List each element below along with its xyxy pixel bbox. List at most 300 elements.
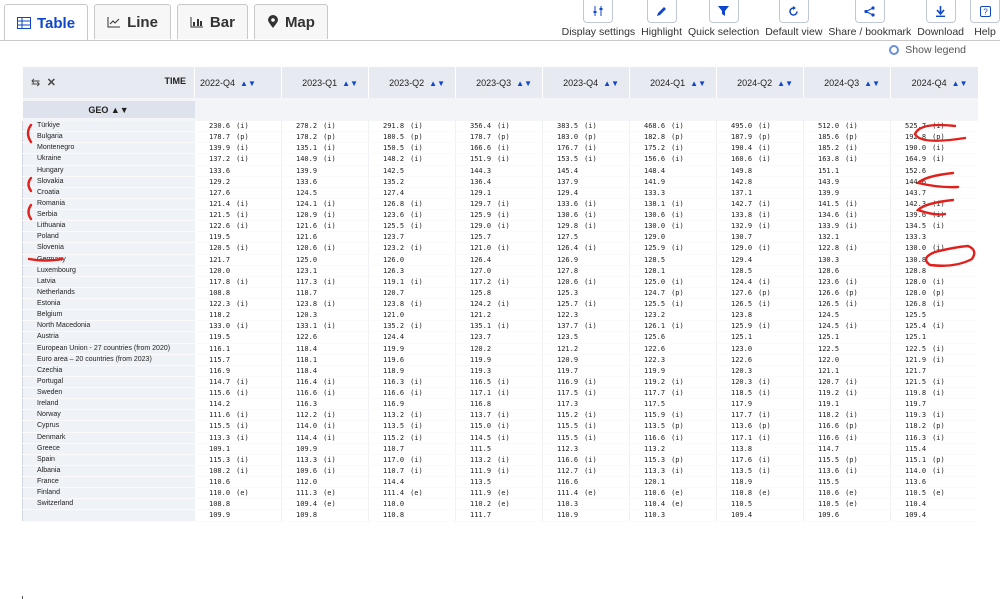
data-cell[interactable] xyxy=(804,477,891,488)
data-cell[interactable] xyxy=(456,510,543,521)
data-cell[interactable] xyxy=(195,254,282,265)
data-cell[interactable] xyxy=(195,432,282,443)
data-cell[interactable] xyxy=(456,165,543,176)
highlight-button[interactable] xyxy=(641,0,682,40)
data-cell[interactable] xyxy=(804,432,891,443)
data-cell[interactable] xyxy=(804,399,891,410)
data-cell[interactable] xyxy=(717,187,804,198)
quick-selection-button[interactable] xyxy=(688,0,759,40)
data-cell[interactable] xyxy=(195,354,282,365)
geo-header[interactable] xyxy=(23,101,195,118)
data-cell[interactable] xyxy=(456,321,543,332)
data-cell[interactable] xyxy=(630,454,717,465)
data-cell[interactable] xyxy=(456,488,543,499)
country-name[interactable]: Cyprus xyxy=(23,421,195,432)
data-cell[interactable] xyxy=(630,165,717,176)
data-cell[interactable] xyxy=(630,198,717,209)
data-cell[interactable] xyxy=(282,154,369,165)
data-cell[interactable] xyxy=(891,221,978,232)
tab-map[interactable] xyxy=(254,4,328,39)
data-cell[interactable] xyxy=(543,443,630,454)
data-cell[interactable] xyxy=(543,154,630,165)
data-cell[interactable] xyxy=(282,376,369,387)
data-cell[interactable] xyxy=(456,399,543,410)
data-cell[interactable] xyxy=(282,165,369,176)
data-cell[interactable] xyxy=(195,232,282,243)
data-cell[interactable] xyxy=(369,399,456,410)
data-cell[interactable] xyxy=(369,310,456,321)
data-cell[interactable] xyxy=(717,276,804,287)
data-cell[interactable] xyxy=(456,421,543,432)
data-cell[interactable] xyxy=(543,365,630,376)
data-cell[interactable] xyxy=(282,232,369,243)
data-cell[interactable] xyxy=(195,198,282,209)
data-cell[interactable] xyxy=(717,321,804,332)
country-name[interactable]: Spain xyxy=(23,454,195,465)
data-cell[interactable] xyxy=(717,443,804,454)
data-cell[interactable] xyxy=(891,465,978,476)
data-cell[interactable] xyxy=(456,121,543,132)
data-cell[interactable] xyxy=(630,421,717,432)
data-cell[interactable] xyxy=(543,399,630,410)
data-cell[interactable] xyxy=(195,165,282,176)
country-name[interactable]: Poland xyxy=(23,232,195,243)
data-cell[interactable] xyxy=(891,287,978,298)
data-cell[interactable] xyxy=(630,176,717,187)
data-cell[interactable] xyxy=(804,465,891,476)
data-cell[interactable] xyxy=(543,432,630,443)
data-cell[interactable] xyxy=(804,143,891,154)
data-cell[interactable] xyxy=(543,510,630,521)
data-cell[interactable] xyxy=(195,421,282,432)
data-cell[interactable] xyxy=(891,454,978,465)
data-cell[interactable] xyxy=(543,488,630,499)
data-cell[interactable] xyxy=(195,443,282,454)
data-cell[interactable] xyxy=(717,121,804,132)
data-cell[interactable] xyxy=(195,265,282,276)
data-cell[interactable] xyxy=(456,332,543,343)
data-cell[interactable] xyxy=(282,243,369,254)
data-cell[interactable] xyxy=(630,310,717,321)
data-cell[interactable] xyxy=(717,232,804,243)
data-cell[interactable] xyxy=(282,454,369,465)
share-bookmark-button[interactable] xyxy=(828,0,911,40)
data-cell[interactable] xyxy=(804,198,891,209)
data-cell[interactable] xyxy=(369,187,456,198)
data-cell[interactable] xyxy=(630,354,717,365)
data-cell[interactable] xyxy=(630,477,717,488)
data-cell[interactable] xyxy=(891,321,978,332)
data-cell[interactable] xyxy=(717,454,804,465)
data-cell[interactable] xyxy=(891,276,978,287)
data-cell[interactable] xyxy=(543,265,630,276)
data-cell[interactable] xyxy=(891,477,978,488)
data-cell[interactable] xyxy=(891,176,978,187)
data-cell[interactable] xyxy=(891,499,978,510)
data-cell[interactable] xyxy=(543,465,630,476)
data-cell[interactable] xyxy=(456,176,543,187)
data-cell[interactable] xyxy=(891,132,978,143)
data-cell[interactable] xyxy=(369,243,456,254)
data-cell[interactable] xyxy=(369,332,456,343)
data-cell[interactable] xyxy=(195,176,282,187)
data-cell[interactable] xyxy=(195,132,282,143)
data-cell[interactable] xyxy=(282,488,369,499)
data-cell[interactable] xyxy=(630,510,717,521)
data-cell[interactable] xyxy=(369,232,456,243)
data-cell[interactable] xyxy=(630,343,717,354)
data-cell[interactable] xyxy=(543,343,630,354)
data-cell[interactable] xyxy=(282,143,369,154)
data-cell[interactable] xyxy=(543,477,630,488)
display-settings-button[interactable] xyxy=(562,0,636,40)
country-name[interactable]: Czechia xyxy=(23,365,195,376)
data-cell[interactable] xyxy=(195,221,282,232)
swap-axes-icon[interactable]: ⇆ xyxy=(31,77,41,89)
sort-icon[interactable]: ▲▼ xyxy=(603,78,619,88)
data-cell[interactable] xyxy=(804,376,891,387)
data-cell[interactable] xyxy=(369,410,456,421)
data-cell[interactable] xyxy=(195,154,282,165)
country-name[interactable]: France xyxy=(23,477,195,488)
data-cell[interactable] xyxy=(543,321,630,332)
data-cell[interactable] xyxy=(804,421,891,432)
data-cell[interactable] xyxy=(717,221,804,232)
data-cell[interactable] xyxy=(717,477,804,488)
data-cell[interactable] xyxy=(891,299,978,310)
data-cell[interactable] xyxy=(456,499,543,510)
data-cell[interactable] xyxy=(543,198,630,209)
data-cell[interactable] xyxy=(456,454,543,465)
period-header[interactable] xyxy=(543,67,630,98)
data-cell[interactable] xyxy=(195,399,282,410)
data-cell[interactable] xyxy=(369,198,456,209)
data-cell[interactable] xyxy=(891,443,978,454)
sort-icon[interactable]: ▲▼ xyxy=(240,78,256,88)
data-cell[interactable] xyxy=(717,388,804,399)
data-cell[interactable] xyxy=(456,410,543,421)
data-cell[interactable] xyxy=(456,465,543,476)
data-cell[interactable] xyxy=(282,310,369,321)
data-cell[interactable] xyxy=(282,276,369,287)
period-header[interactable] xyxy=(891,67,978,98)
data-cell[interactable] xyxy=(456,432,543,443)
data-cell[interactable] xyxy=(369,443,456,454)
data-cell[interactable] xyxy=(369,221,456,232)
data-cell[interactable] xyxy=(456,210,543,221)
data-cell[interactable] xyxy=(282,254,369,265)
data-cell[interactable] xyxy=(717,143,804,154)
data-cell[interactable] xyxy=(804,243,891,254)
data-cell[interactable] xyxy=(282,221,369,232)
data-cell[interactable] xyxy=(630,332,717,343)
data-cell[interactable] xyxy=(804,488,891,499)
data-cell[interactable] xyxy=(630,132,717,143)
data-cell[interactable] xyxy=(456,265,543,276)
data-cell[interactable] xyxy=(456,376,543,387)
data-cell[interactable] xyxy=(543,421,630,432)
data-cell[interactable] xyxy=(543,276,630,287)
data-cell[interactable] xyxy=(630,254,717,265)
data-cell[interactable] xyxy=(630,365,717,376)
data-cell[interactable] xyxy=(891,254,978,265)
data-cell[interactable] xyxy=(630,221,717,232)
data-cell[interactable] xyxy=(369,143,456,154)
data-cell[interactable] xyxy=(543,354,630,365)
data-cell[interactable] xyxy=(456,299,543,310)
data-cell[interactable] xyxy=(891,198,978,209)
period-header[interactable] xyxy=(456,67,543,98)
country-name[interactable]: Montenegro xyxy=(23,143,195,154)
country-name[interactable]: Austria xyxy=(23,332,195,343)
data-cell[interactable] xyxy=(543,388,630,399)
data-cell[interactable] xyxy=(369,421,456,432)
data-cell[interactable] xyxy=(456,443,543,454)
data-cell[interactable] xyxy=(804,388,891,399)
country-name[interactable]: Luxembourg xyxy=(23,265,195,276)
data-cell[interactable] xyxy=(717,265,804,276)
data-cell[interactable] xyxy=(804,276,891,287)
data-cell[interactable] xyxy=(543,332,630,343)
data-cell[interactable] xyxy=(195,499,282,510)
data-cell[interactable] xyxy=(543,165,630,176)
data-cell[interactable] xyxy=(543,121,630,132)
country-name[interactable]: Netherlands xyxy=(23,287,195,298)
show-legend-button[interactable] xyxy=(889,44,966,56)
country-name[interactable]: Ireland xyxy=(23,399,195,410)
data-cell[interactable] xyxy=(804,310,891,321)
data-cell[interactable] xyxy=(195,332,282,343)
data-cell[interactable] xyxy=(456,276,543,287)
data-cell[interactable] xyxy=(717,176,804,187)
data-cell[interactable] xyxy=(717,287,804,298)
data-cell[interactable] xyxy=(456,254,543,265)
country-name[interactable]: North Macedonia xyxy=(23,321,195,332)
data-cell[interactable] xyxy=(804,165,891,176)
data-cell[interactable] xyxy=(804,176,891,187)
data-cell[interactable] xyxy=(891,354,978,365)
data-cell[interactable] xyxy=(543,376,630,387)
data-cell[interactable] xyxy=(369,210,456,221)
data-cell[interactable] xyxy=(369,488,456,499)
data-cell[interactable] xyxy=(282,287,369,298)
data-cell[interactable] xyxy=(543,176,630,187)
data-cell[interactable] xyxy=(369,354,456,365)
country-name[interactable]: Norway xyxy=(23,410,195,421)
data-cell[interactable] xyxy=(369,365,456,376)
data-cell[interactable] xyxy=(369,121,456,132)
data-cell[interactable] xyxy=(717,343,804,354)
help-button[interactable] xyxy=(970,0,1000,40)
data-cell[interactable] xyxy=(630,465,717,476)
data-cell[interactable] xyxy=(717,510,804,521)
data-cell[interactable] xyxy=(369,254,456,265)
data-cell[interactable] xyxy=(282,132,369,143)
data-cell[interactable] xyxy=(804,265,891,276)
data-cell[interactable] xyxy=(891,388,978,399)
country-name[interactable]: Portugal xyxy=(23,376,195,387)
data-cell[interactable] xyxy=(891,265,978,276)
data-cell[interactable] xyxy=(456,388,543,399)
data-cell[interactable] xyxy=(717,254,804,265)
data-cell[interactable] xyxy=(891,421,978,432)
data-cell[interactable] xyxy=(369,432,456,443)
country-name[interactable]: Ukraine xyxy=(23,154,195,165)
data-cell[interactable] xyxy=(717,421,804,432)
data-cell[interactable] xyxy=(195,365,282,376)
country-name[interactable] xyxy=(23,510,195,521)
data-cell[interactable] xyxy=(804,210,891,221)
data-cell[interactable] xyxy=(891,343,978,354)
data-cell[interactable] xyxy=(456,477,543,488)
data-cell[interactable] xyxy=(369,343,456,354)
sort-icon[interactable]: ▲▼ xyxy=(516,78,532,88)
data-cell[interactable] xyxy=(891,154,978,165)
sort-icon[interactable]: ▲▼ xyxy=(777,78,793,88)
data-cell[interactable] xyxy=(195,410,282,421)
data-cell[interactable] xyxy=(369,154,456,165)
download-button[interactable] xyxy=(917,0,964,40)
data-cell[interactable] xyxy=(195,465,282,476)
data-cell[interactable] xyxy=(717,499,804,510)
country-name[interactable]: Greece xyxy=(23,443,195,454)
data-cell[interactable] xyxy=(630,187,717,198)
data-cell[interactable] xyxy=(891,410,978,421)
data-cell[interactable] xyxy=(456,287,543,298)
data-cell[interactable] xyxy=(891,376,978,387)
data-cell[interactable] xyxy=(891,232,978,243)
data-cell[interactable] xyxy=(717,365,804,376)
data-cell[interactable] xyxy=(369,299,456,310)
data-cell[interactable] xyxy=(543,143,630,154)
data-cell[interactable] xyxy=(282,176,369,187)
data-cell[interactable] xyxy=(369,376,456,387)
data-cell[interactable] xyxy=(456,221,543,232)
sort-icon[interactable]: ▲▼ xyxy=(429,78,445,88)
data-cell[interactable] xyxy=(630,143,717,154)
data-cell[interactable] xyxy=(804,121,891,132)
data-cell[interactable] xyxy=(717,354,804,365)
country-name[interactable]: Estonia xyxy=(23,299,195,310)
country-name[interactable]: Albania xyxy=(23,465,195,476)
data-cell[interactable] xyxy=(195,243,282,254)
data-cell[interactable] xyxy=(195,210,282,221)
data-cell[interactable] xyxy=(630,488,717,499)
sort-icon[interactable]: ▲▼ xyxy=(342,78,358,88)
period-header[interactable] xyxy=(195,67,282,98)
data-cell[interactable] xyxy=(195,321,282,332)
tab-line[interactable] xyxy=(94,4,171,39)
data-cell[interactable] xyxy=(282,332,369,343)
data-cell[interactable] xyxy=(804,443,891,454)
data-cell[interactable] xyxy=(717,154,804,165)
data-cell[interactable] xyxy=(804,221,891,232)
data-cell[interactable] xyxy=(717,376,804,387)
data-cell[interactable] xyxy=(195,310,282,321)
data-cell[interactable] xyxy=(195,488,282,499)
data-cell[interactable] xyxy=(543,210,630,221)
data-cell[interactable] xyxy=(717,332,804,343)
default-view-button[interactable] xyxy=(765,0,822,40)
data-cell[interactable] xyxy=(543,243,630,254)
data-cell[interactable] xyxy=(543,221,630,232)
data-cell[interactable] xyxy=(456,132,543,143)
data-cell[interactable] xyxy=(804,287,891,298)
data-cell[interactable] xyxy=(891,243,978,254)
data-cell[interactable] xyxy=(456,187,543,198)
data-cell[interactable] xyxy=(282,265,369,276)
data-cell[interactable] xyxy=(456,243,543,254)
country-name[interactable]: Slovenia xyxy=(23,243,195,254)
data-cell[interactable] xyxy=(891,143,978,154)
data-cell[interactable] xyxy=(282,198,369,209)
data-cell[interactable] xyxy=(717,132,804,143)
country-name[interactable]: Euro area – 20 countries (from 2023) xyxy=(23,354,195,365)
data-cell[interactable] xyxy=(891,310,978,321)
data-cell[interactable] xyxy=(195,187,282,198)
data-cell[interactable] xyxy=(717,310,804,321)
period-header[interactable] xyxy=(282,67,369,98)
data-cell[interactable] xyxy=(282,432,369,443)
data-cell[interactable] xyxy=(456,232,543,243)
data-cell[interactable] xyxy=(717,465,804,476)
data-cell[interactable] xyxy=(282,421,369,432)
data-cell[interactable] xyxy=(195,477,282,488)
country-name[interactable]: European Union - 27 countries (from 2020) xyxy=(23,343,195,354)
data-cell[interactable] xyxy=(630,399,717,410)
data-cell[interactable] xyxy=(195,343,282,354)
country-name[interactable]: Hungary xyxy=(23,165,195,176)
data-cell[interactable] xyxy=(456,143,543,154)
data-cell[interactable] xyxy=(630,243,717,254)
sort-icon[interactable]: ▲▼ xyxy=(690,78,706,88)
data-cell[interactable] xyxy=(630,376,717,387)
data-cell[interactable] xyxy=(630,499,717,510)
data-cell[interactable] xyxy=(804,410,891,421)
data-cell[interactable] xyxy=(282,477,369,488)
data-cell[interactable] xyxy=(630,154,717,165)
data-cell[interactable] xyxy=(717,488,804,499)
data-cell[interactable] xyxy=(369,265,456,276)
data-cell[interactable] xyxy=(282,354,369,365)
country-name[interactable]: Bulgaria xyxy=(23,132,195,143)
country-name[interactable]: Sweden xyxy=(23,388,195,399)
data-cell[interactable] xyxy=(282,443,369,454)
data-cell[interactable] xyxy=(717,432,804,443)
country-name[interactable]: Finland xyxy=(23,488,195,499)
data-cell[interactable] xyxy=(804,343,891,354)
data-cell[interactable] xyxy=(543,310,630,321)
country-name[interactable]: Belgium xyxy=(23,310,195,321)
data-cell[interactable] xyxy=(282,210,369,221)
data-cell[interactable] xyxy=(456,365,543,376)
data-cell[interactable] xyxy=(369,510,456,521)
data-cell[interactable] xyxy=(282,121,369,132)
data-cell[interactable] xyxy=(282,187,369,198)
data-cell[interactable] xyxy=(543,132,630,143)
data-cell[interactable] xyxy=(804,132,891,143)
data-cell[interactable] xyxy=(804,365,891,376)
data-cell[interactable] xyxy=(630,321,717,332)
data-cell[interactable] xyxy=(282,388,369,399)
data-cell[interactable] xyxy=(369,454,456,465)
data-cell[interactable] xyxy=(717,299,804,310)
data-cell[interactable] xyxy=(543,187,630,198)
data-cell[interactable] xyxy=(543,287,630,298)
data-cell[interactable] xyxy=(369,287,456,298)
data-cell[interactable] xyxy=(282,321,369,332)
data-cell[interactable] xyxy=(369,132,456,143)
